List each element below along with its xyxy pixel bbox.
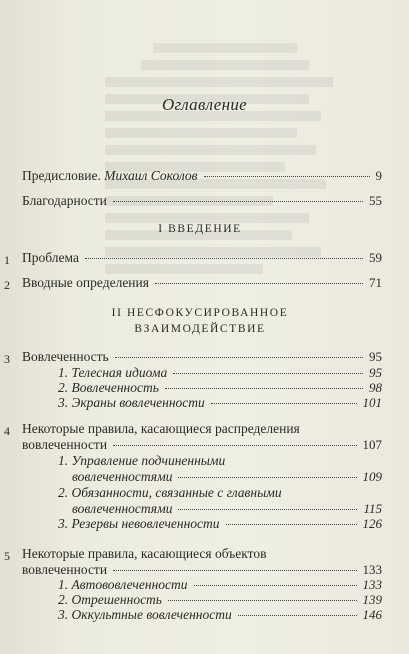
toc-entry-chapter-5-line1[interactable]: Некоторые правила, касающиеся объектов xyxy=(22,546,267,561)
chapter-number: 4 xyxy=(4,424,10,438)
show-through-text xyxy=(105,36,345,286)
toc-entry-chapter-1[interactable]: Проблема 59 xyxy=(22,250,382,265)
toc-subentry[interactable]: вовлеченностями 115 xyxy=(72,501,382,516)
part-heading-1: I ВВЕДЕНИЕ xyxy=(158,223,242,235)
toc-entry-chapter-2[interactable]: Вводные определения 71 xyxy=(22,275,382,290)
toc-subentry-line1[interactable]: 1. Управление подчиненными xyxy=(58,453,226,468)
toc-subentry[interactable]: 2. Вовлеченность 98 xyxy=(58,380,382,395)
toc-entry-chapter-3[interactable]: Вовлеченность 95 xyxy=(22,349,382,364)
toc-subentry[interactable]: вовлеченностями 109 xyxy=(72,469,382,484)
chapter-number: 2 xyxy=(4,278,10,292)
toc-subentry-line1[interactable]: 2. Обязанности, связанные с главными xyxy=(58,485,282,500)
toc-subentry[interactable]: 3. Резервы невовлеченности 126 xyxy=(58,516,382,531)
toc-entry-chapter-4[interactable]: вовлеченности 107 xyxy=(22,437,382,452)
part-heading-2-cont: ВЗАИМОДЕЙСТВИЕ xyxy=(134,323,266,335)
toc-subentry[interactable]: 1. Автововлеченности 133 xyxy=(58,577,382,592)
part-heading-2: II НЕСФОКУСИРОВАННОЕ xyxy=(111,307,289,319)
toc-entry-chapter-4-line1[interactable]: Некоторые правила, касающиеся распределения xyxy=(22,421,300,436)
toc-subentry[interactable]: 1. Телесная идиома 95 xyxy=(58,365,382,380)
toc-entry-preface[interactable]: Предисловие. Михаил Соколов 9 xyxy=(22,168,382,183)
preface-label: Предисловие. Михаил Соколов xyxy=(22,168,198,183)
toc-entry-chapter-5[interactable]: вовлеченности 133 xyxy=(22,562,382,577)
chapter-number: 3 xyxy=(4,352,10,366)
chapter-number: 1 xyxy=(4,253,10,267)
toc-subentry[interactable]: 2. Отрешенность 139 xyxy=(58,592,382,607)
toc-subentry[interactable]: 3. Экраны вовлеченности 101 xyxy=(58,395,382,410)
toc-entry-acknowledgements[interactable]: Благодарности 55 xyxy=(22,193,382,208)
chapter-number: 5 xyxy=(4,549,10,563)
toc-subentry[interactable]: 3. Оккультные вовлеченности 146 xyxy=(58,607,382,622)
toc-title: Оглавление xyxy=(161,95,248,114)
